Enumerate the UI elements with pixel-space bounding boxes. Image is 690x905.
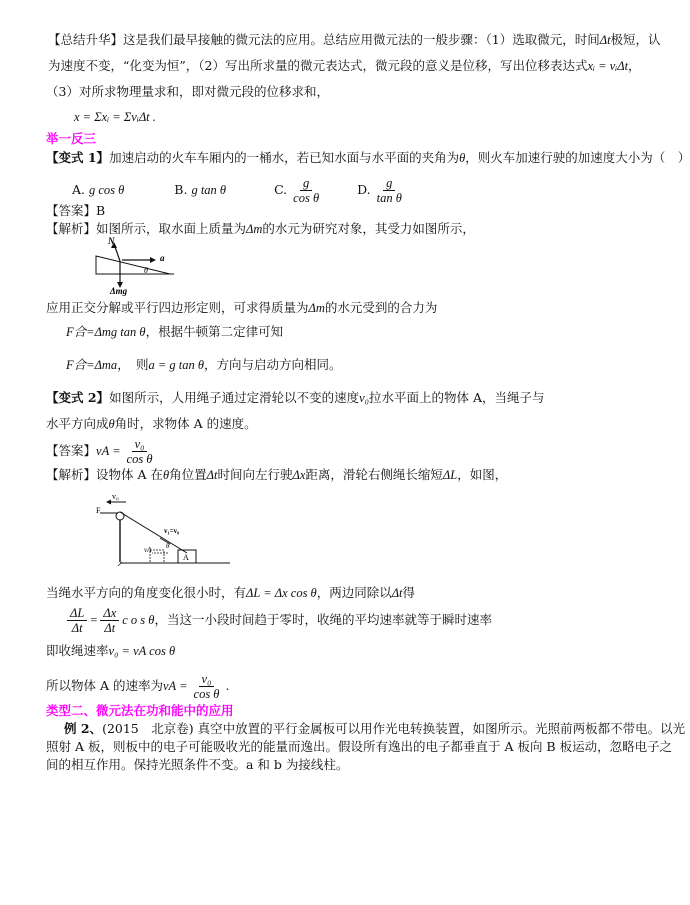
- gravity-label: Δmg: [110, 286, 128, 296]
- analysis2-label: 【解析】: [46, 467, 97, 482]
- variant2-analysis: [46, 467, 507, 483]
- variant1-question-tail: ，则火车加速行驶的加速度大小为（ ）: [465, 150, 690, 165]
- ratio1-den: Δt: [71, 621, 83, 635]
- displacement-formula: xᵢ = vᵢΔt: [587, 59, 629, 73]
- acceleration-result: a = g tan θ: [148, 358, 205, 372]
- fig2-v0-label: v₀: [112, 492, 119, 501]
- variant1-options: [72, 175, 408, 205]
- block-a-ghost: [150, 550, 164, 563]
- answer2-label: 【答案】: [46, 443, 97, 458]
- analysis2-text: 设物体 A 在: [96, 467, 163, 482]
- dt-symbol: Δt: [599, 33, 611, 47]
- variant1-label: 【变式 1】: [46, 150, 110, 165]
- analysis2-dt: Δt: [206, 468, 218, 482]
- analysis2-mid3: 距离，滑轮右侧绳长缩短: [305, 467, 443, 482]
- answer2-fraction: [124, 437, 156, 466]
- water-wedge: [96, 256, 170, 274]
- text3: 当绳水平方向的角度变化很小时，有: [46, 585, 247, 600]
- text4: 即收绳速率: [46, 643, 109, 658]
- angle-label: θ: [144, 266, 148, 275]
- option-a: [72, 175, 124, 205]
- text3-end: 得: [402, 585, 416, 600]
- option-a-value: g cos θ: [89, 183, 125, 197]
- summary-line-1: [48, 32, 661, 48]
- variant2-text3: [46, 585, 415, 601]
- pulley-diagram: [82, 488, 232, 568]
- resultant-force-formula: F合=Δmg tan θ: [66, 325, 146, 339]
- fig2-theta-label: θ: [166, 542, 170, 550]
- variant2-question-line2: [46, 416, 257, 432]
- variant1-question-text: 加速启动的火车车厢内的一桶水，若已知水面与水平面的夹角为: [109, 150, 460, 165]
- ratio-eq: =: [90, 613, 98, 627]
- question2-theta: θ: [108, 417, 115, 431]
- example2-line-2: 照射 A 板，则板中的电子可能吸收光的能量而逸出。假设所有逸出的电子都垂直于 A 板向 B 板运动，忽略电子之: [46, 739, 673, 754]
- block-a-label: A: [183, 553, 189, 562]
- option-c-den: cos θ: [293, 191, 320, 205]
- text2-dm: Δm: [308, 301, 325, 315]
- newton-mid: ， 则: [117, 357, 149, 372]
- summary-formula: x = Σxᵢ = ΣvᵢΔt .: [74, 110, 156, 124]
- option-c-num: g: [300, 176, 312, 191]
- option-a-letter: A.: [72, 182, 86, 197]
- text5-end: .: [225, 678, 230, 693]
- question2-tail: 角时，求物体 A 的速度。: [114, 416, 257, 431]
- variant2-question: [46, 390, 545, 406]
- analysis2-dl: ΔL: [442, 468, 458, 482]
- answer-label: 【答案】: [46, 203, 97, 218]
- option-c-letter: C.: [274, 182, 288, 197]
- variant2-text5: [46, 670, 229, 702]
- fig2-v1-label: v₁=v₀: [164, 527, 180, 535]
- fig2-force-label: F: [96, 506, 101, 515]
- ratio2-num: Δx: [100, 606, 119, 621]
- ratio2-den: Δt: [104, 621, 116, 635]
- example2-line-1: [64, 721, 685, 737]
- option-b: [174, 175, 226, 205]
- text3-eq: ΔL = Δx cos θ: [246, 586, 317, 600]
- section-heading-jyfs: 举一反三: [46, 131, 97, 146]
- text3-tail: ，两边同除以: [316, 585, 392, 600]
- text5: 所以物体 A 的速率为: [46, 678, 163, 693]
- variant2-text4: [46, 643, 175, 659]
- water-element-diagram: [92, 236, 192, 296]
- variant2-answer: [46, 436, 158, 466]
- theta-symbol: θ: [459, 151, 466, 165]
- text2: 应用正交分解或平行四边形定则，可求得质量为: [46, 300, 309, 315]
- ratio-cos: c o s θ: [122, 613, 155, 627]
- analysis-text: 如图所示，取水面上质量为: [96, 221, 247, 236]
- v0-symbol: v₀: [359, 391, 369, 405]
- ratio-tail: ，当这一小段时间趋于零时，收绳的平均速率就等于瞬时速率: [154, 612, 492, 627]
- variant1-analysis: [46, 221, 475, 237]
- variant1-answer: [46, 203, 105, 219]
- option-d-num: g: [383, 176, 395, 191]
- section-heading-type2: 类型二、微元法在功和能中的应用: [46, 703, 234, 718]
- newton-law-line: [66, 357, 342, 373]
- analysis2-mid2: 时间向左行驶: [217, 467, 293, 482]
- variant2-question-text: 如图所示，人用绳子通过定滑轮以不变的速度: [109, 390, 360, 405]
- option-d: [357, 175, 408, 205]
- answer2-lhs: vA =: [96, 444, 121, 458]
- text5-den: cos θ: [193, 687, 220, 701]
- resultant-force-tail: ，根据牛顿第二定律可知: [145, 324, 284, 339]
- variant1-question: [46, 150, 690, 166]
- analysis2-dx: Δx: [292, 468, 306, 482]
- ratio-fraction-1: [67, 606, 87, 635]
- answer2-num: v₀: [132, 437, 148, 452]
- normal-force-label: N: [108, 236, 115, 246]
- variant1-text2: [46, 300, 437, 316]
- resultant-force-line: [66, 324, 283, 340]
- acceleration-label: a: [160, 253, 165, 263]
- text2-tail: 的水元受到的合力为: [324, 300, 438, 315]
- text5-fraction: [191, 672, 223, 701]
- summary-text-1-tail: 极短，认: [610, 32, 661, 47]
- answer2-den: cos θ: [126, 452, 153, 466]
- analysis-tail: 的水元为研究对象，其受力如图所示，: [262, 221, 475, 236]
- example2-label: 例 2、: [64, 721, 103, 736]
- newton-formula: F合=Δma: [66, 358, 118, 372]
- ratio1-num: ΔL: [67, 606, 87, 621]
- variant2-ratio-line: [64, 603, 492, 637]
- analysis-label: 【解析】: [46, 221, 97, 236]
- analysis2-theta: θ: [163, 468, 170, 482]
- option-d-fraction: [374, 176, 405, 205]
- option-b-letter: B.: [174, 182, 188, 197]
- option-c: [274, 175, 325, 205]
- text5-lhs: vA =: [162, 679, 188, 693]
- dm-symbol: Δm: [246, 222, 263, 236]
- fig2-va-label: vA: [144, 546, 152, 554]
- question2-text: 水平方向成: [46, 416, 109, 431]
- option-b-value: g tan θ: [191, 183, 227, 197]
- text5-num: v₀: [199, 672, 215, 687]
- summary-text-1: 这是我们最早接触的微元法的应用。总结应用微元法的一般步骤：（1）选取微元，时间: [123, 32, 600, 47]
- variant2-question-tail: 拉水平面上的物体 A，当绳子与: [368, 390, 545, 405]
- summary-label: 【总结升华】: [48, 32, 124, 47]
- summary-text-2: 为速度不变，“化变为恒”，（2）写出所求量的微元表达式，微元段的意义是位移，写出位移表达式: [48, 58, 588, 73]
- example2-line-3: 间的相互作用。保持光照条件不变。a 和 b 为接线柱。: [46, 757, 349, 772]
- text3-dt: Δt: [391, 586, 403, 600]
- summary-line-2: 为速度不变，“化变为恒”，（2）写出所求量的微元表达式，微元段的意义是位移，写出位移表达式xᵢ = vᵢΔt，: [48, 58, 641, 73]
- example2-text-1: (2015 北京卷) 真空中放置的平行金属板可以用作光电转换装置，如图所示。光照前两板都不带电。以光: [102, 721, 686, 736]
- answer-value: B: [96, 203, 106, 218]
- newton-tail: ，方向与启动方向相同。: [204, 357, 342, 372]
- option-d-den: tan θ: [376, 191, 402, 205]
- option-c-fraction: [290, 176, 322, 205]
- text4-eq: v₀ = vA cos θ: [108, 644, 176, 658]
- analysis2-mid1: 角位置: [169, 467, 207, 482]
- summary-line-3: （3）对所求物理量求和，即对微元段的位移求和，: [46, 84, 329, 99]
- option-d-letter: D.: [357, 182, 371, 197]
- analysis2-tail: ，如图，: [457, 467, 508, 482]
- ratio-fraction-2: [100, 606, 119, 635]
- variant2-label: 【变式 2】: [46, 390, 110, 405]
